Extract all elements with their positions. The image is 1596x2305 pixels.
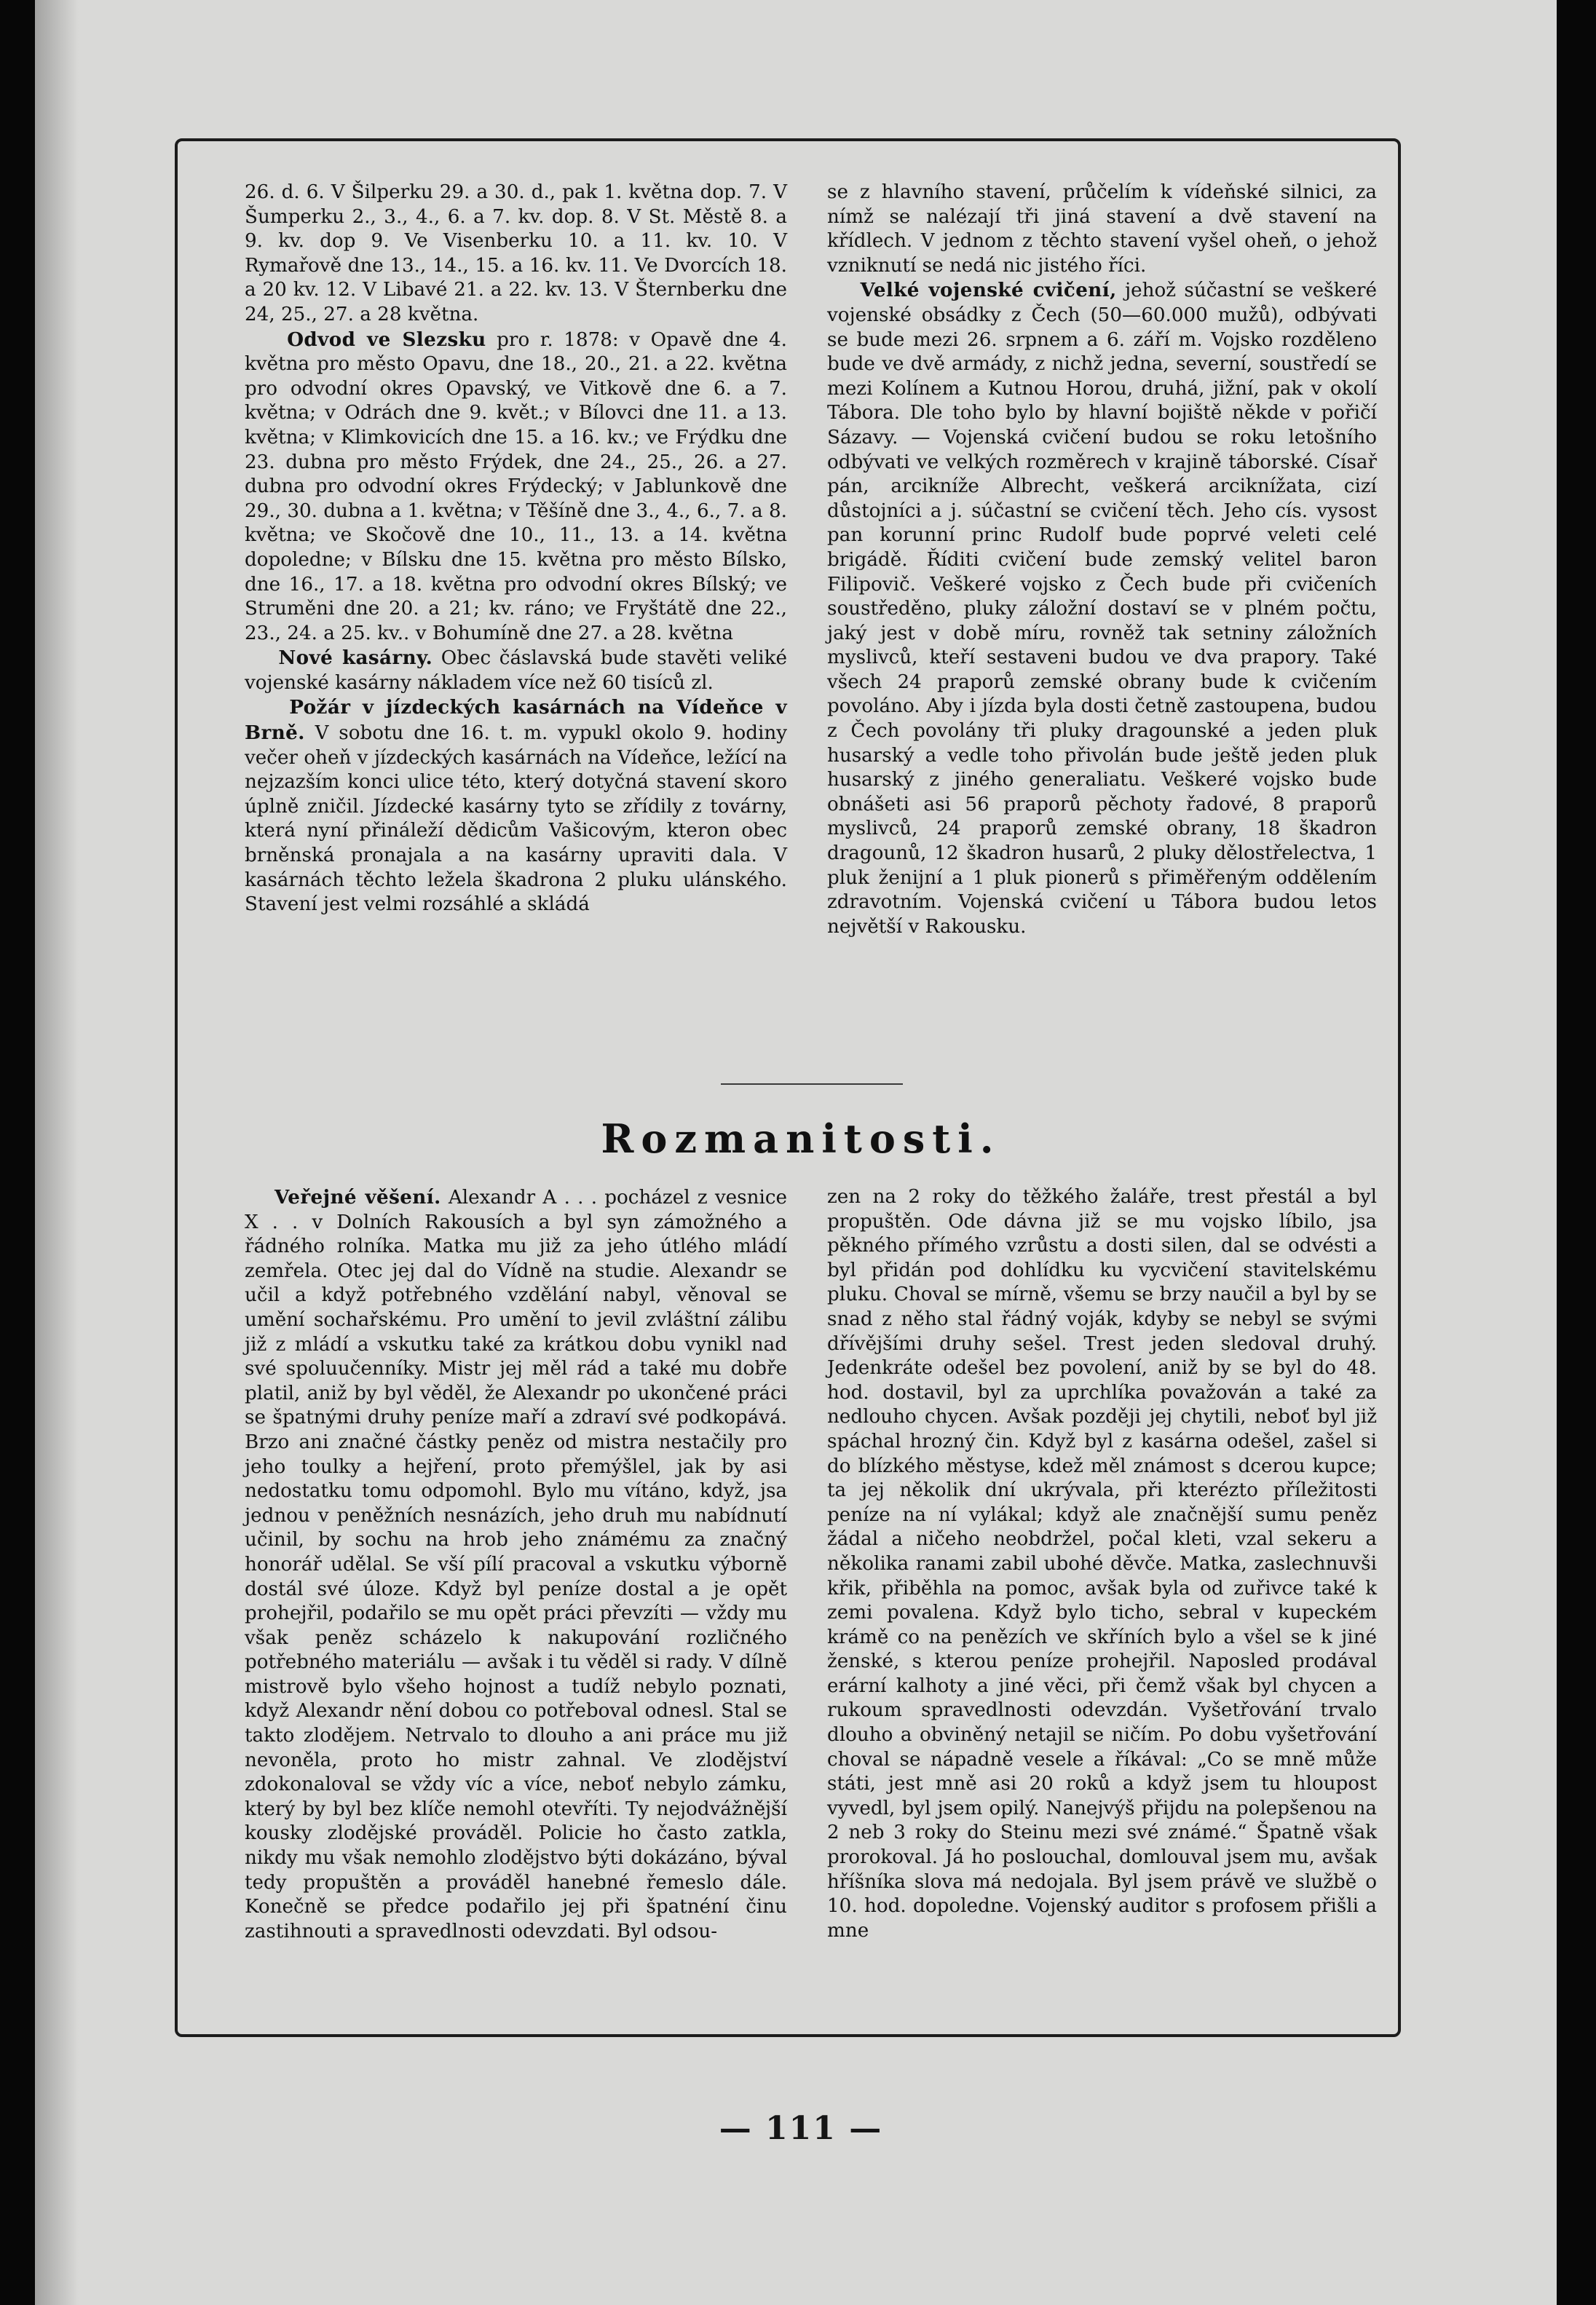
page-number: — 111 — xyxy=(719,2110,883,2147)
article-heading: Odvod ve Slezsku xyxy=(287,328,486,351)
public-hanging-continuation: zen na 2 roky do těžkého žaláře, trest přestál a byl propuštěn. Ode dávna již se mu vojsko líbilo, jsa pěkného přímého vzrůstu a dosti silen, dal se odvésti a byl přidán pod dohlídku ku vycvičení stavitelskému pluku. Choval se mírně, všemu se brzy naučil a byl by se snad z něho stal řádný voják, kdyby se nebyl se svými dřívějšími druhy sešel. Trest jeden sledoval druhý. Jedenkráte odešel bez povolení, aniž by se byl do 48. hod. dostavil, byl za uprchlíka považován a také za nedlouho chycen. Avšak později jej chytili, neboť byl již spáchal hrozný čin. Když byl z kasárna odešel, zašel si do blízkého městyse, kdež měl známost s dcerou kupce; ta jej několik dní ukrývala, při kterézto příležitosti peníze na ní vylákal; když ale značnější sumu peněz žádal a ničeho neobdržel, počal kleti, vzal sekeru a několika ranami zabil ubohé děvče. Matka, zaslechnuvši křik, přiběhla na pomoc, avšak byla od zuřivce také k zemi povalena. Když bylo ticho, sebral v kupeckém krámě co na penězích ve skříních bylo a všel se k jiné ženské, s kterou peníze prohejřil. Naposled prodával erární kalhoty a jiné věci, při čemž však byl chycen a rukoum spravedlnosti odevzdán. Vyšetřování trvalo dlouho a obviněný netajil se ničím. Po dobu vyšetřování choval se nápadně vesele a říkával: „Co se mně může státi, jest mně asi 20 roků a když jsem tu hloupost vyvedl, byl jsem opilý. Nanejvýš přijdu na polepšenou na 2 neb 3 roky do Steinu mezi své známé.“ Špatně však prorokoval. Já ho poslouchal, domlouval jsem mu, avšak hříšníka slova má nedojala. Byl jsem právě ve službě o 10. hod. dopoledne. Vojenský auditor s profosem přišli a mne xyxy=(827,1186,1377,1942)
top-right-column xyxy=(827,181,1377,939)
article-body: Alexandr A . . . pocházel z vesnice X . . v Dolních Rakousích a byl syn zámožného a řádného rolníka. Matka mu již za jeho útlého mládí zemřela. Otec jej dal do Vídně na studie. Alexandr se učil a když potřebného vzdělání nabyl, věnoval se umění sochařskému. Pro umění to jevil zvláštní zálibu již z mládí a vskutku také za krátkou dobu vynikl nad své spoluučenníky. Mistr jej měl rád a také mu dobře platil, aniž by byl věděl, že Alexandr po ukončené práci se špatnými druhy peníze maří a zdraví své podkopává. Brzo ani značné částky peněz od mistra nestačily pro jeho toulky a hejření, proto přemýšlel, jak by asi nedostatku tomu odpomohl. Bylo mu vítáno, když, jsa jednou v peněžních nesnázích, jeho druh mu nabídnutí učinil, by sochu na hrob jeho známému za značný honorář udělal. Se vší pílí pracoval a vskutku výborně dostál své úloze. Když byl peníze dostal a je opět prohejřil, podařilo se mu opět práci převzíti — vždy mu však peněz scházelo k nakupování rozličného potřebného materiálu — avšak i tu věděl si rady. V dílně mistrově bylo všeho hojnost a tudíž nebylo poznati, když Alexandr nění dobou co potřeboval odnesl. Stal se takto zlodějem. Netrvalo to dlouho a ani práce mu již nevoněla, proto ho mistr zahnal. Ve zlodějství zdokonaloval se vždy víc a více, neboť nebylo zámku, který by byl bez klíče nemohl otevříti. Ty nejodvážnější kousky zlodějské prováděl. Policie ho často zatkla, nikdy mu však nemohlo zlodějstvo býti dokázáno, býval tedy propuštěn a prováděl hanebné řemeslo dále. Konečně se předce podařilo jej při špatnéní činu zastihnouti a spravedlnosti odevzdati. Byl odsou- xyxy=(245,1187,788,1942)
public-hanging-article xyxy=(245,1185,787,1944)
military-exercise-article xyxy=(827,278,1377,939)
article-heading: Požár v jízdeckých kasárnách na Vídeňce v Brně. xyxy=(245,696,787,745)
schedule-paragraph: 26. d. 6. V Šilperku 29. a 30. d., pak 1. května dop. 7. V Šumperku 2., 3., 4., 6. a 7. kv. dop. 8. V St. Městě 8. a 9. kv. dop 9. Ve Visenberku 10. a 11. kv. 10. V Rymařově dne 13., 14., 15. a 16. kv. 11. Ve Dvorcích 18. a 20 kv. 12. V Libavé 21. a 22. kv. 13. V Šternberku dne 24, 25., 27. a 28 května. xyxy=(245,181,787,325)
section-divider xyxy=(721,1083,903,1085)
article-heading: Nové kasárny. xyxy=(278,647,433,670)
barracks-fire-article xyxy=(245,695,787,917)
silesia-conscription-article xyxy=(245,328,787,647)
section-title: Rozmanitosti. xyxy=(601,1115,1001,1162)
bottom-left-column xyxy=(245,1185,787,1944)
article-body: pro r. 1878: v Opavě dne 4. května pro město Opavu, dne 18., 20., 21. a 22. května pro odvodní okres Opavský, ve Vitkově dne 6. a 7. května; v Odrách dne 9. květ.; v Bílovci dne 11. a 13. května; v Klimkovicích dne 15. a 16. kv.; ve Frýdku dne 23. dubna pro město Frýdek, dne 24., 25., 26. a 27. dubna pro odvodní okres Frýdecký; v Jablunkově dne 29., 30. dubna a 1. května; v Těšíně dne 3., 4., 6., 7. a 8. května; ve Skočově dne 10., 11., 13. a 14. května dopoledne; v Bílsku dne 15. května pro město Bílsko, dne 16., 17. a 18. května pro odvodní okres Bílský; ve Struměni dne 20. a 21; kv. ráno; ve Fryštátě dne 22., 23., 24. a 25. kv.. v Bohumíně dne 27. a 28. května xyxy=(245,328,787,644)
article-body: V sobotu dne 16. t. m. vypukl okolo 9. hodiny večer oheň v jízdeckých kasárnách na Vídeňce, ležící na nejzazším konci ulice této, který dotyčná stavení skoro úplně zničil. Jízdecké kasárny tyto se zřídily z továrny, která nyní přináleží dědicům Vašicovým, kteron obec brněnská pronajala a na kasárny upraviti dala. V kasárnách těchto ležela škadrona 2 pluku ulánského. Stavení jest velmi rozsáhlé a skládá xyxy=(245,722,788,916)
fire-continuation-paragraph: se z hlavního stavení, průčelím k vídeňské silnici, za nímž se nalézají tři jiná stavení a dvě stavení na křídlech. V jednom z těchto stavení vyšel oheň, o jehož vzniknutí se nedá nic jistého říci. xyxy=(827,181,1377,277)
article-heading: Veřejné věšení. xyxy=(274,1186,441,1209)
scan-shadow xyxy=(35,0,79,2305)
top-left-column xyxy=(245,181,787,917)
article-body: Obec čáslavská bude stavěti veliké vojenské kasárny nákladem více než 60 tisíců zl. xyxy=(245,647,788,694)
article-body: jehož súčastní se veškeré vojenské obsádky z Čech (50—60.000 mužů), odbývati se bude mezi 26. srpnem a 6. září m. Vojsko rozděleno bude ve dvě armády, z nichž jedna, severní, soustředí se mezi Kolínem a Kutnou Horou, druhá, jižní, pak v okolí Tábora. Dle toho bylo by hlavní bojiště někde v pořičí Sázavy. — Vojenská cvičení budou se roku letošního odbývati ve velkých rozměrech v krajině táborské. Císař pán, arcikníže Albrecht, veškerá arciknížata, cizí důstojníci a j. súčastní se cvičení těch. Jeho cís. vysost pan korunní princ Rudolf bude poprvé veleti celé brigádě. Říditi cvičení bude zemský velitel baron Filipovič. Veškeré vojsko z Čech bude při cvičeních soustředěno, pluky záložní dostaví se v plném počtu, jaký jest v době míru, rovněž tak setniny záložních myslivců, kteří sestaveni budou ve dva prapory. Také všech 24 praporů zemské obrany bude k cvičením povoláno. Aby i jízda byla dosti četně zastoupena, budou z Čech povolány tři pluky dragounské a jeden pluk husarský a vedle toho přivolán bude ještě jeden pluk husarský z jiného generaliatu. Veškeré vojsko bude obnášeti asi 56 praporů pěchoty řadové, 8 praporů myslivců, 24 praporů zemské obrany, 18 škadron dragounů, 12 škadron husarů, 2 pluky dělostřelectva, 1 pluk ženijní a 1 pluk pionerů s přiměřeným oddělením zdravotním. Vojenská cvičení u Tábora budou letos největší v Rakousku. xyxy=(827,280,1377,938)
article-heading: Velké vojenské cvičení, xyxy=(860,279,1117,302)
new-barracks-article xyxy=(245,646,787,695)
bottom-right-column xyxy=(827,1185,1377,1943)
